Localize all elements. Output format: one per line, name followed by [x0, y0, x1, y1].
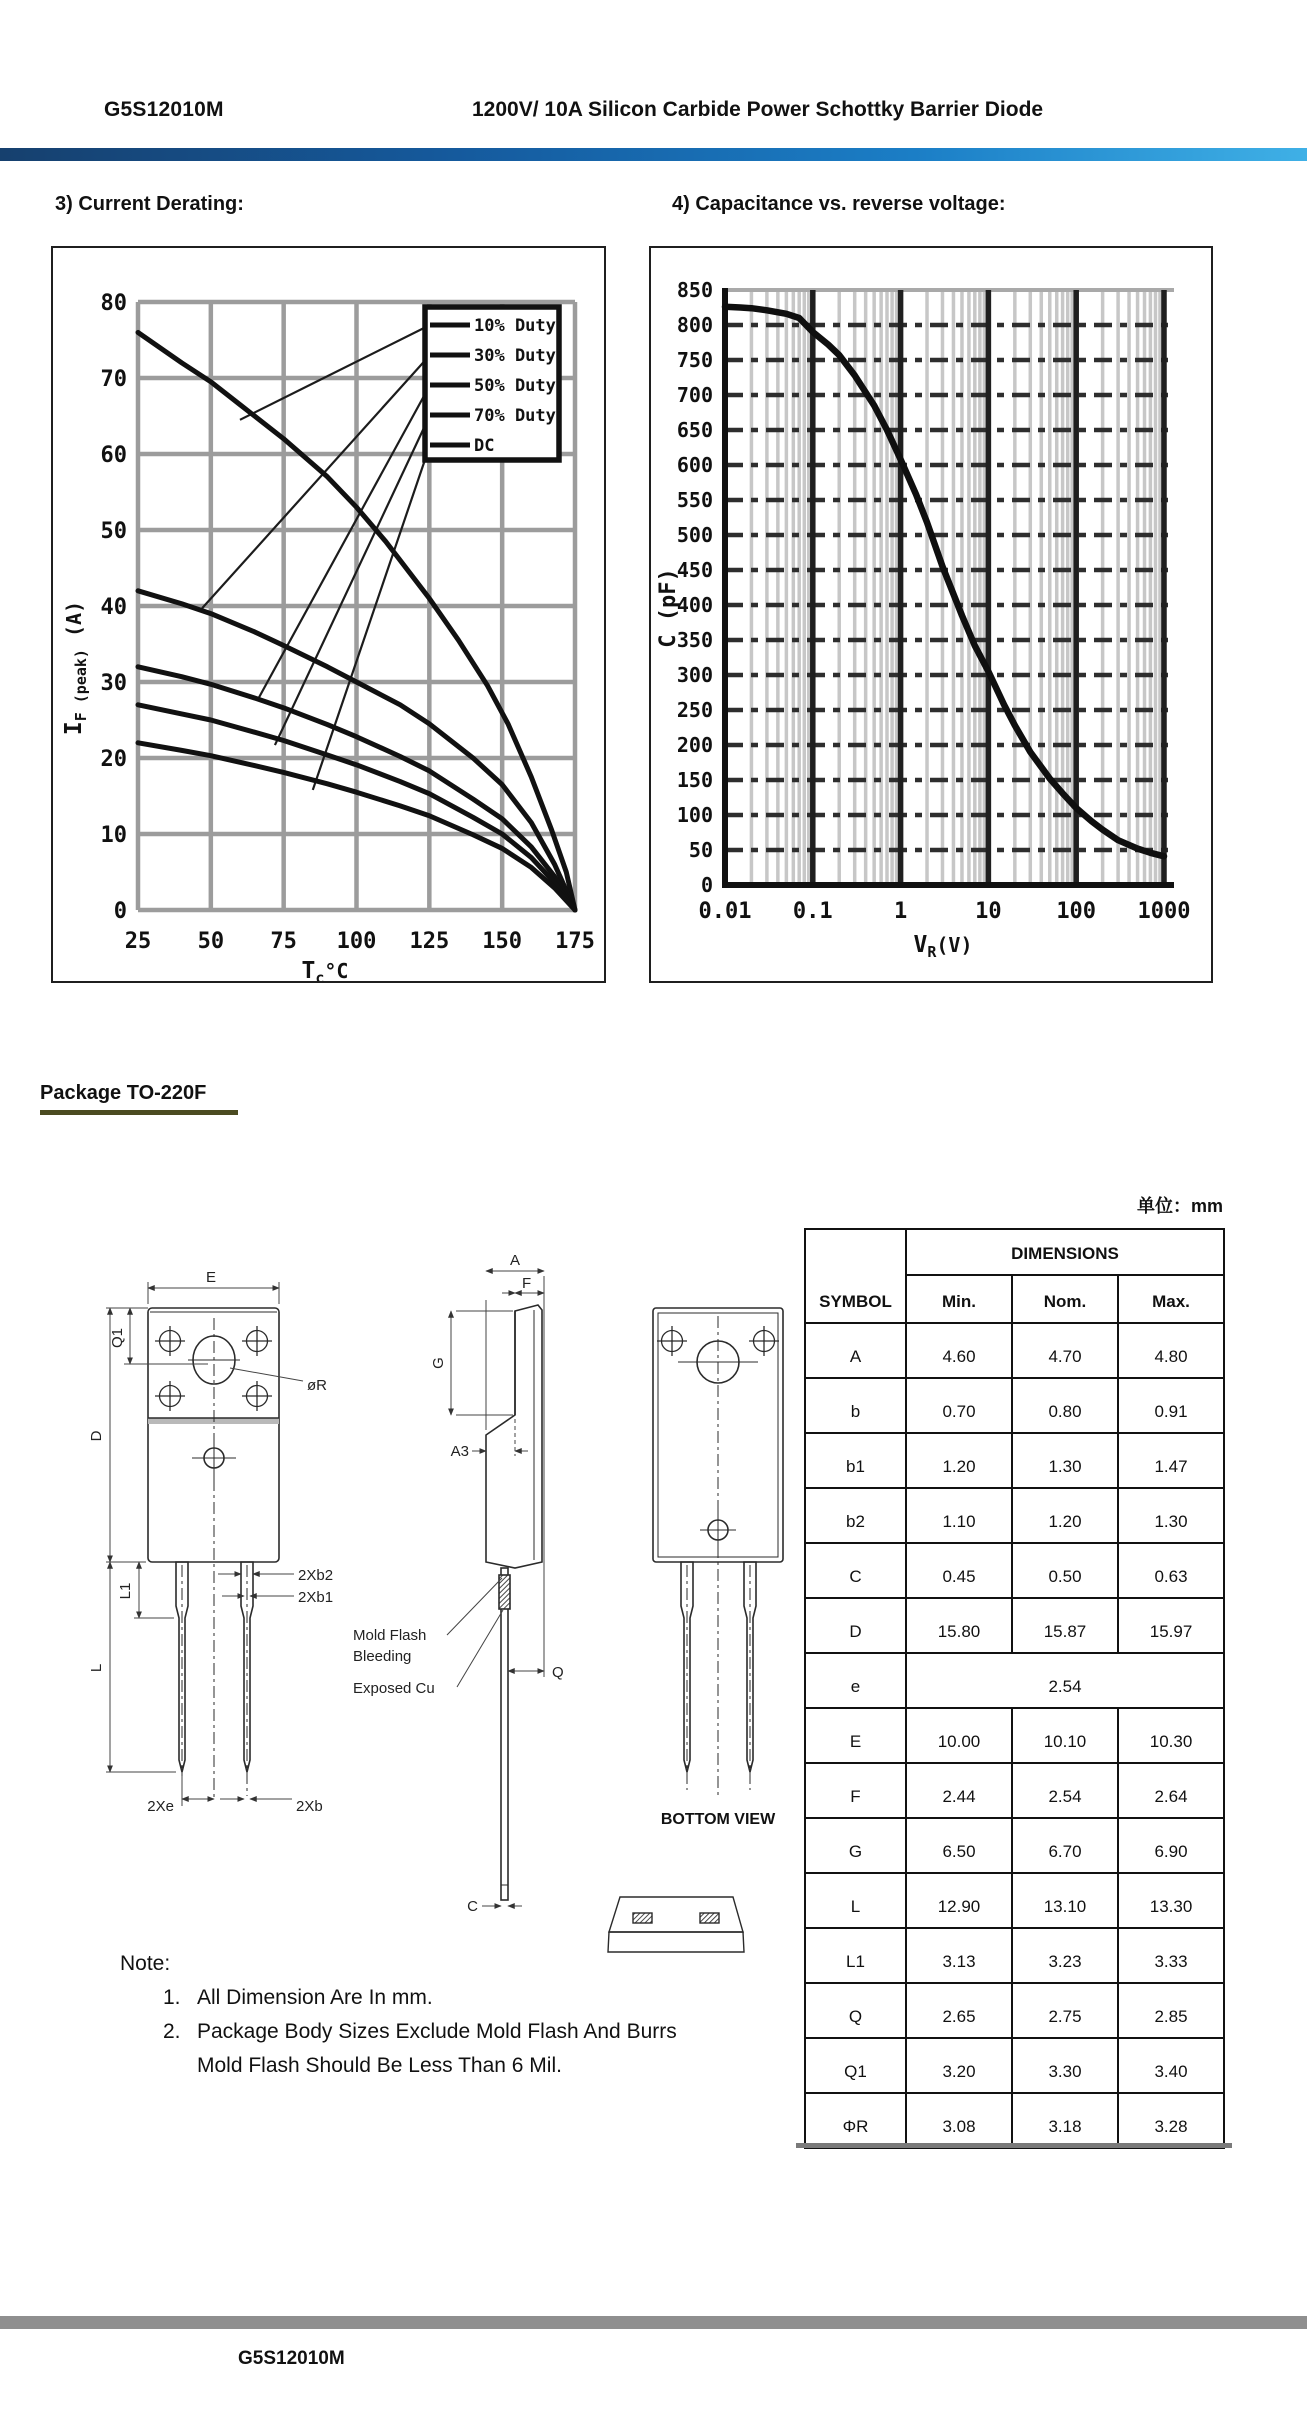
dim-label-2Xb2: 2Xb2 — [298, 1567, 334, 1584]
mold-flash-label-line2: Bleeding — [353, 1648, 412, 1665]
x-tick-label: 100 — [1056, 899, 1097, 924]
table-header-dimensions: DIMENSIONS — [906, 1229, 1224, 1275]
dim-label-2Xb1: 2Xb1 — [298, 1589, 334, 1606]
table-cell: e — [805, 1653, 906, 1708]
table-cell: 1.10 — [906, 1488, 1012, 1543]
package-title: Package TO-220F — [40, 1082, 207, 1104]
table-cell: 2.54 — [1012, 1763, 1118, 1818]
note-item-2-continued-text: Mold Flash Should Be Less Than 6 Mil. — [197, 2054, 562, 2077]
x-axis-label — [302, 958, 349, 981]
y-axis-label: C (pF) — [656, 568, 681, 648]
y-tick-label: 150 — [676, 768, 713, 792]
legend-label: DC — [474, 436, 495, 456]
table-cell: 3.20 — [906, 2038, 1012, 2093]
table-cell: 3.08 — [906, 2093, 1012, 2148]
table-row — [805, 1983, 1224, 2038]
y-tick-label: 600 — [676, 453, 713, 477]
table-cell: 2.44 — [906, 1763, 1012, 1818]
table-cell: 0.50 — [1012, 1543, 1118, 1598]
package-title-underline — [40, 1110, 238, 1115]
table-row — [805, 1763, 1224, 1818]
x-tick-label: 100 — [336, 929, 377, 954]
table-cell: 2.65 — [906, 1983, 1012, 2038]
table-cell: D — [805, 1598, 906, 1653]
table-row — [805, 1598, 1224, 1653]
x-tick-label: 10 — [975, 899, 1002, 924]
tspan: (V) — [936, 933, 973, 957]
y-tick-label: 70 — [100, 367, 127, 392]
table-cell: 1.47 — [1118, 1433, 1224, 1488]
dim-label-A3: A3 — [450, 1443, 469, 1460]
table-cell: b2 — [805, 1488, 906, 1543]
dim-label-phiR: øR — [307, 1377, 327, 1394]
tick-labels — [677, 278, 1191, 924]
table-cell: 10.10 — [1012, 1708, 1118, 1763]
table-cell: 2.54 — [906, 1653, 1224, 1708]
table-cell: E — [805, 1708, 906, 1763]
units-label: 单位：mm — [1136, 1196, 1223, 1216]
callout-line — [202, 355, 430, 608]
table-cell: A — [805, 1323, 906, 1378]
mold-flash-label-line1: Mold Flash — [353, 1627, 427, 1644]
exposed-cu-label: Exposed Cu — [353, 1680, 435, 1697]
table-row — [805, 1653, 1224, 1708]
table-cell: 1.20 — [1012, 1488, 1118, 1543]
y-tick-label: 30 — [100, 671, 127, 696]
capacitance-chart — [651, 248, 1211, 981]
note-item-2 — [163, 2020, 677, 2044]
capacitance-chart-frame — [649, 246, 1213, 983]
y-tick-label: 300 — [676, 663, 713, 687]
note-item-2-number: 2. — [163, 2020, 181, 2043]
y-tick-label: 800 — [676, 313, 713, 337]
table-row — [805, 1378, 1224, 1433]
legend-label: 10% Duty — [474, 316, 556, 336]
x-tick-label: 1000 — [1137, 899, 1191, 924]
dim-label-D: D — [88, 1430, 105, 1442]
table-cell: 0.80 — [1012, 1378, 1118, 1433]
table-cell: L — [805, 1873, 906, 1928]
legend-label: 50% Duty — [474, 376, 556, 396]
dim-label-C: C — [467, 1898, 478, 1915]
dim-label-G: G — [430, 1357, 447, 1369]
table-cell: 3.30 — [1012, 2038, 1118, 2093]
table-cell: 1.20 — [906, 1433, 1012, 1488]
y-tick-label: 0 — [700, 873, 713, 897]
dim-label-Q1: Q1 — [109, 1327, 126, 1349]
table-header-max: Max. — [1118, 1275, 1224, 1323]
dim-label-A: A — [509, 1252, 521, 1269]
table-cell: Q — [805, 1983, 906, 2038]
table-cell: 15.87 — [1012, 1598, 1118, 1653]
table-header-symbol: SYMBOL — [805, 1229, 906, 1323]
table-row — [805, 1543, 1224, 1598]
table-row — [805, 1323, 1224, 1378]
table-row — [805, 1433, 1224, 1488]
table-cell: 0.91 — [1118, 1378, 1224, 1433]
y-tick-label: 750 — [676, 348, 713, 372]
legend-label: 30% Duty — [474, 346, 556, 366]
table-cell: G — [805, 1818, 906, 1873]
y-tick-label: 650 — [676, 418, 713, 442]
tspan: F (peak) — [72, 649, 90, 722]
table-row — [805, 1818, 1224, 1873]
tspan: T — [301, 958, 316, 981]
x-tick-label: 1 — [893, 899, 908, 924]
front-view — [88, 1269, 333, 1815]
y-tick-label: 0 — [113, 899, 127, 924]
table-cell: 1.30 — [1118, 1488, 1224, 1543]
table-cell: L1 — [805, 1928, 906, 1983]
table-cell: 3.23 — [1012, 1928, 1118, 1983]
header-accent-bar — [0, 148, 1307, 161]
footer-part-number: G5S12010M — [238, 2348, 345, 2369]
header-part-number: G5S12010M — [104, 98, 224, 121]
y-axis-label — [61, 601, 90, 735]
table-row — [805, 2093, 1224, 2148]
tspan: R — [927, 943, 937, 961]
dim-label-E: E — [205, 1269, 217, 1286]
table-cell: 10.00 — [906, 1708, 1012, 1763]
note-item-1-number: 1. — [163, 1986, 181, 2009]
table-cell: 2.85 — [1118, 1983, 1224, 2038]
table-cell: 13.10 — [1012, 1873, 1118, 1928]
dim-label-2Xb: 2Xb — [296, 1798, 323, 1815]
package-outline-drawing — [70, 1240, 810, 1980]
y-tick-label: 350 — [676, 628, 713, 652]
x-tick-label: 25 — [124, 929, 152, 954]
tspan: (A) — [62, 600, 86, 650]
x-tick-label: 0.01 — [698, 899, 752, 924]
tspan: V — [913, 932, 928, 958]
callout-line — [275, 415, 430, 745]
table-cell: 12.90 — [906, 1873, 1012, 1928]
tspan: c — [315, 969, 325, 981]
y-tick-label: 60 — [100, 443, 127, 468]
side-view — [353, 1252, 564, 1915]
note-item-1-text: All Dimension Are In mm. — [197, 1986, 433, 2009]
table-cell: 0.70 — [906, 1378, 1012, 1433]
table-header-nom: Nom. — [1012, 1275, 1118, 1323]
table-row — [805, 1488, 1224, 1543]
table-cell: 4.60 — [906, 1323, 1012, 1378]
y-tick-label: 850 — [676, 278, 713, 302]
table-cell: 0.45 — [906, 1543, 1012, 1598]
current-derating-chart — [53, 248, 604, 981]
table-row — [805, 1928, 1224, 1983]
y-tick-label: 100 — [676, 803, 713, 827]
dim-label-F: F — [522, 1275, 532, 1292]
table-cell: C — [805, 1543, 906, 1598]
x-tick-label: 50 — [197, 929, 225, 954]
y-tick-label: 400 — [676, 593, 713, 617]
y-tick-label: 40 — [100, 595, 127, 620]
note-heading: Note: — [120, 1952, 171, 1975]
dim-label-L: L — [88, 1663, 105, 1673]
table-cell: 6.90 — [1118, 1818, 1224, 1873]
table-cell: b — [805, 1378, 906, 1433]
x-tick-label: 75 — [270, 929, 297, 954]
current-derating-chart-frame — [51, 246, 606, 983]
table-cell: b1 — [805, 1433, 906, 1488]
bottom-view — [653, 1308, 783, 1828]
y-tick-label: 50 — [100, 519, 127, 544]
table-cell: 2.75 — [1012, 1983, 1118, 2038]
table-cell: 0.63 — [1118, 1543, 1224, 1598]
table-cell: 15.97 — [1118, 1598, 1224, 1653]
table-cell: 3.33 — [1118, 1928, 1224, 1983]
table-shadow-bar — [796, 2143, 1232, 2148]
table-cell: 2.64 — [1118, 1763, 1224, 1818]
y-tick-label: 700 — [676, 383, 713, 407]
table-cell: 15.80 — [906, 1598, 1012, 1653]
dimensions-table — [804, 1228, 1223, 2149]
table-cell: 13.30 — [1118, 1873, 1224, 1928]
table-row — [805, 1708, 1224, 1763]
legend-label: 70% Duty — [474, 406, 556, 426]
side-lead — [501, 1568, 508, 1900]
package-3d-sketch — [608, 1897, 744, 1952]
capacitance-curve — [725, 307, 1164, 857]
y-tick-label: 250 — [676, 698, 713, 722]
table-cell: 3.13 — [906, 1928, 1012, 1983]
x-tick-label: 150 — [482, 929, 523, 954]
table-cell: 3.28 — [1118, 2093, 1224, 2148]
dim-label-L1: L1 — [117, 1582, 134, 1600]
y-tick-label: 450 — [676, 558, 713, 582]
table-cell: Q1 — [805, 2038, 906, 2093]
note-item-2-text: Package Body Sizes Exclude Mold Flash And Burrs — [197, 2020, 677, 2043]
tspan: I — [61, 721, 87, 736]
table-cell: 6.50 — [906, 1818, 1012, 1873]
table-row — [805, 2038, 1224, 2093]
footer-bar — [0, 2316, 1307, 2329]
page-title: 1200V/ 10A Silicon Carbide Power Schottky Barrier Diode — [472, 98, 1044, 121]
table-cell: 3.40 — [1118, 2038, 1224, 2093]
tspan: °C — [324, 959, 349, 981]
bottom-view-caption: BOTTOM VIEW — [660, 1811, 776, 1828]
x-tick-label: 175 — [555, 929, 595, 954]
table-cell: 1.30 — [1012, 1433, 1118, 1488]
y-tick-label: 10 — [100, 823, 127, 848]
table-cell: 10.30 — [1118, 1708, 1224, 1763]
callout-line — [240, 325, 430, 420]
table-header-min: Min. — [906, 1275, 1012, 1323]
x-tick-label: 125 — [409, 929, 450, 954]
note-item-2-continued — [197, 2054, 562, 2078]
x-tick-label: 0.1 — [792, 899, 833, 924]
table-cell: F — [805, 1763, 906, 1818]
y-tick-label: 550 — [676, 488, 713, 512]
capacitance-section-title: 4) Capacitance vs. reverse voltage: — [672, 193, 1006, 215]
derating-section-title: 3) Current Derating: — [55, 193, 244, 215]
y-tick-label: 200 — [676, 733, 713, 757]
y-tick-label: 20 — [100, 747, 127, 772]
dim-label-Q: Q — [552, 1664, 564, 1681]
table-cell: 3.18 — [1012, 2093, 1118, 2148]
table-cell: 4.80 — [1118, 1323, 1224, 1378]
callout-line — [313, 445, 430, 790]
y-tick-label: 80 — [100, 291, 127, 316]
table-cell: 6.70 — [1012, 1818, 1118, 1873]
y-tick-label: 50 — [688, 838, 713, 862]
note-item-1 — [163, 1986, 433, 2010]
dim-label-2Xe: 2Xe — [147, 1798, 174, 1815]
table-cell: ΦR — [805, 2093, 906, 2148]
table-cell: 4.70 — [1012, 1323, 1118, 1378]
table-row — [805, 1873, 1224, 1928]
y-tick-label: 500 — [676, 523, 713, 547]
x-axis-label — [913, 932, 972, 961]
